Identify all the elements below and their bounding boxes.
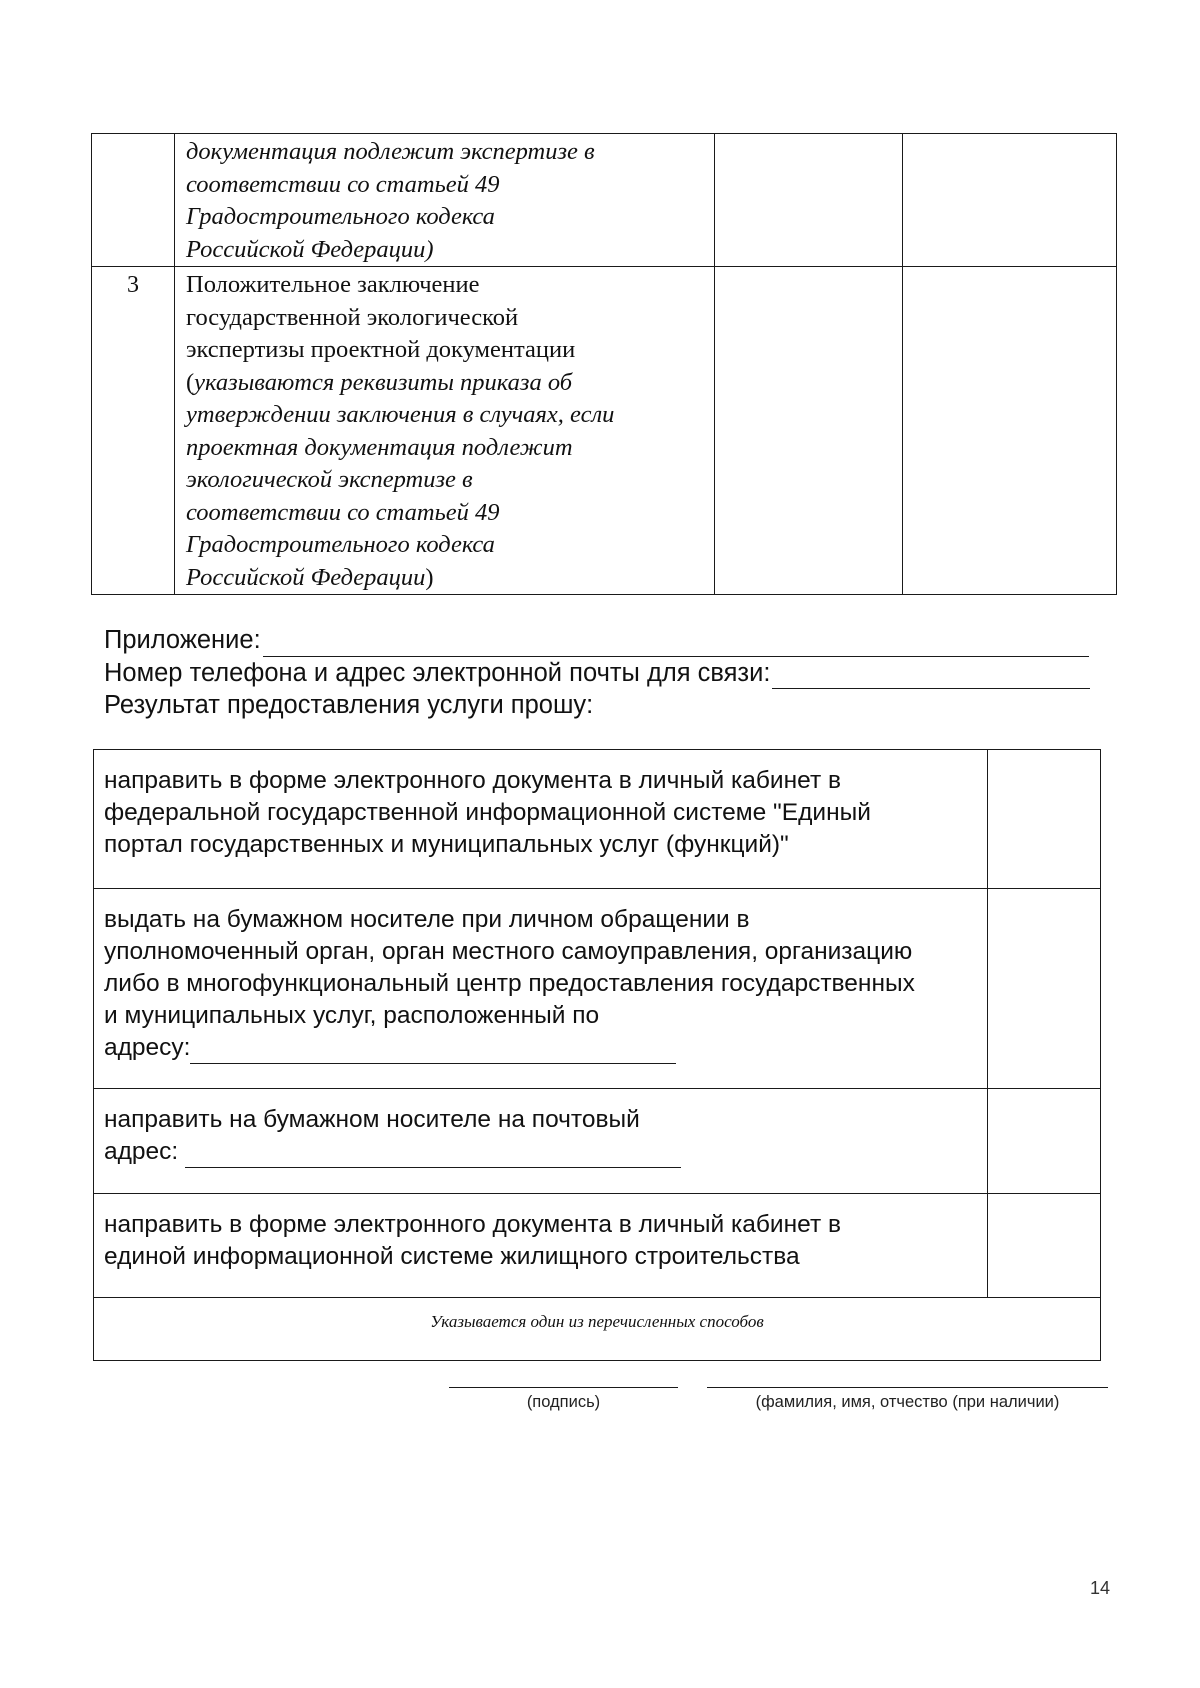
text-line: федеральной государственной информационной системе "Единый [104,799,871,826]
full-name-line[interactable] [707,1387,1108,1388]
empty-cell [903,267,1117,595]
document-description-cell [175,267,715,595]
table-row [92,267,1117,595]
table-row [94,1194,1101,1298]
table-row [94,750,1101,889]
contact-line [104,657,1104,690]
open-paren: ( [186,368,195,396]
row-number-cell [92,134,175,267]
text-line: направить в форме электронного документа в личный кабинет в [104,767,841,794]
form-fields [104,624,1104,722]
text-line: Российской Федерации) [186,235,434,263]
italic-text: Российской Федерации [186,563,426,591]
text-line: утверждении заключения в случаях, если [186,401,615,428]
option-checkbox-cell[interactable] [988,1089,1101,1194]
address-line [104,1136,977,1168]
text-line: направить на бумажном носителе на почтовый [104,1106,640,1133]
table-row [94,1089,1101,1194]
result-label: Результат предоставления услуги прошу: [104,691,594,719]
address-label: адресу: [104,1034,191,1061]
documents-table [91,133,1117,595]
signature-line[interactable] [449,1387,678,1388]
attachment-label: Приложение: [104,626,261,654]
table-row [94,1298,1101,1361]
italic-text: указываются реквизиты приказа об [194,368,573,396]
option-eisgs [94,1194,988,1298]
text-line: экспертизы проектной документации [186,336,576,363]
text-line: единой информационной системе жилищного строительства [104,1243,800,1270]
text-line: проектная документация подлежит [186,433,573,461]
signature-caption: (подпись) [526,1393,601,1411]
empty-cell [715,267,903,595]
text-line: и муниципальных услуг, расположенный по [104,1002,600,1029]
close-paren: ) [425,563,434,591]
text-line: Градостроительного кодекса [186,203,495,230]
text-line: государственной экологической [186,303,519,331]
result-line [104,689,1104,722]
text-line: соответствии со статьей 49 [186,170,500,198]
note-cell: Указывается один из перечисленных способов [94,1298,1101,1361]
option-checkbox-cell[interactable] [988,1194,1101,1298]
text-line: Градостроительного кодекса [186,531,495,558]
table-row [94,889,1101,1089]
address-input-line[interactable] [190,1039,676,1064]
option-paper-in-person [94,889,988,1089]
empty-cell [715,134,903,267]
attachment-input-line[interactable] [263,630,1089,657]
text-line: направить в форме электронного документа в личный кабинет в [104,1211,841,1238]
text-line: либо в многофункциональный центр предоставления государственных [104,970,915,997]
attachment-line [104,624,1104,657]
address-input-line[interactable] [185,1143,681,1168]
text-line: портал государственных и муниципальных услуг (функций)" [104,831,789,858]
document-description-cell [175,134,715,267]
text-line: экологической экспертизе в [186,466,473,493]
option-checkbox-cell[interactable] [988,889,1101,1089]
result-options-table [93,749,1101,1361]
option-checkbox-cell[interactable] [988,750,1101,889]
text-line: выдать на бумажном носителе при личном обращении в [104,906,750,933]
contact-input-line[interactable] [772,662,1090,689]
text-line: уполномоченный орган, орган местного самоуправления, организацию [104,938,913,965]
page-number: 14 [1089,1578,1110,1598]
contact-label: Номер телефона и адрес электронной почты для связи: [104,658,771,687]
row-number-cell: 3 [92,267,175,595]
address-line [104,1032,977,1064]
table-row [92,134,1117,267]
text-line [186,367,708,400]
full-name-caption: (фамилия, имя, отчество (при наличии) [755,1393,1060,1411]
option-paper-by-mail [94,1089,988,1194]
address-label: адрес: [104,1138,186,1165]
text-line [186,562,708,595]
option-epgu [94,750,988,889]
text-line: документация подлежит экспертизе в [186,138,595,165]
text-line: Положительное заключение [186,271,480,298]
empty-cell [903,134,1117,267]
text-line: соответствии со статьей 49 [186,498,500,526]
